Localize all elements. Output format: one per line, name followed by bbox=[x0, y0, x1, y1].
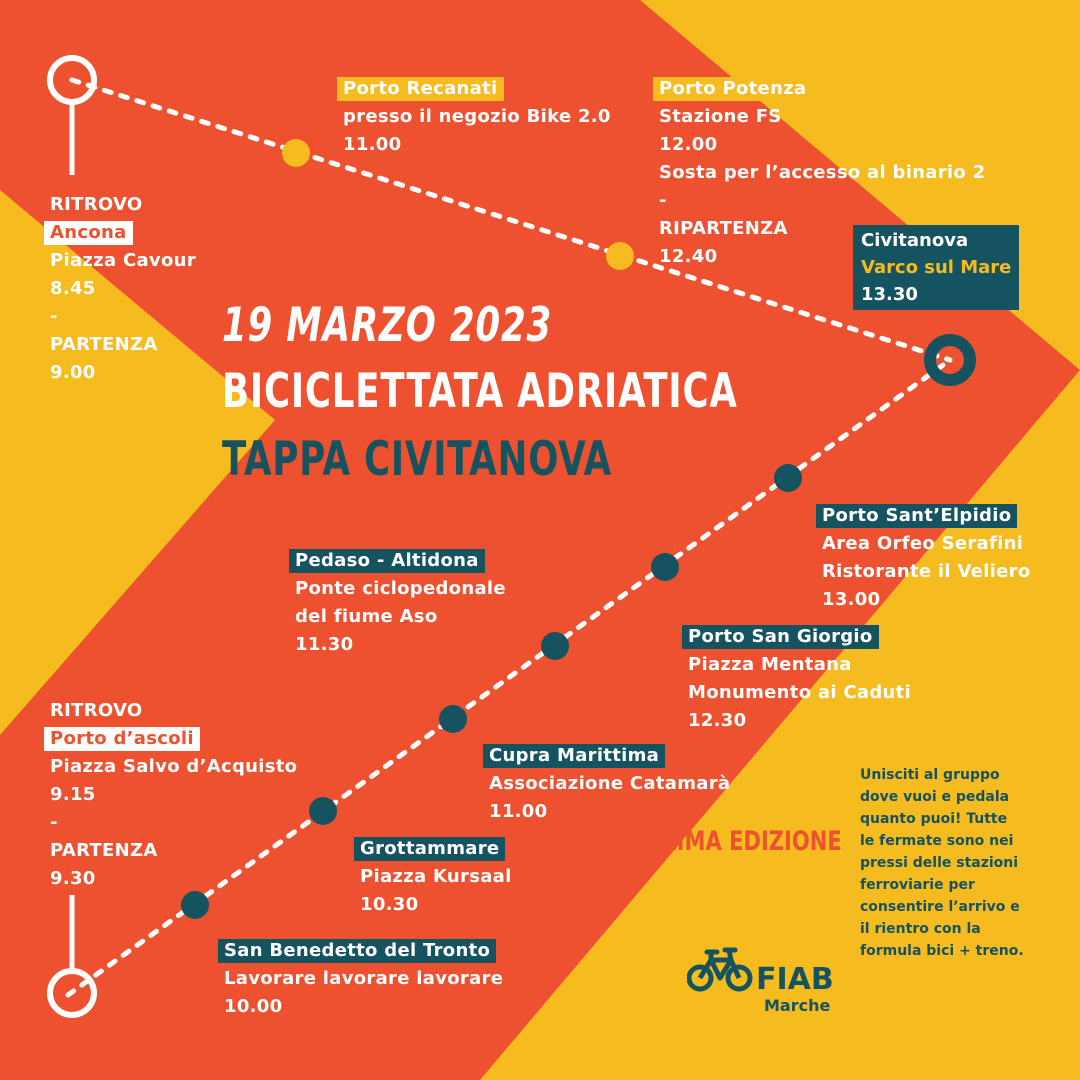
detail-line: 9.00 bbox=[50, 362, 96, 383]
logo-name: FIAB bbox=[756, 962, 834, 997]
stop-place-tag: Grottammare bbox=[354, 837, 505, 861]
start-north-block bbox=[50, 191, 196, 387]
detail-line: Associazione Catamarà bbox=[489, 773, 731, 794]
note-line: quanto puoi! Tutte bbox=[860, 811, 1008, 827]
stop-cupra-marittima bbox=[489, 742, 730, 826]
destination-venue: Varco sul Mare bbox=[861, 257, 1012, 278]
detail-line: Sosta per l’accesso al binario 2 bbox=[659, 162, 986, 183]
stop-place-tag: Cupra Marittima bbox=[483, 744, 665, 768]
edition-label: PRIMA EDIZIONE bbox=[645, 826, 842, 857]
bicycle-icon bbox=[687, 946, 753, 994]
stop-pedaso-altidona bbox=[295, 547, 506, 659]
note-line: il rientro con la bbox=[860, 921, 981, 937]
detail-line: del fiume Aso bbox=[295, 606, 438, 627]
detail-line: 8.45 bbox=[50, 278, 96, 299]
detail-line: 9.30 bbox=[50, 868, 96, 889]
stop-san-benedetto bbox=[224, 937, 503, 1021]
stop-place-tag: Porto San Giorgio bbox=[682, 625, 879, 649]
start-heading: RITROVO bbox=[50, 700, 143, 721]
detail-line: Monumento ai Caduti bbox=[688, 682, 912, 703]
stop-porto-recanati bbox=[343, 75, 611, 159]
dot-icon bbox=[181, 891, 209, 919]
detail-line: 10.00 bbox=[224, 996, 283, 1017]
note-line: formula bici + treno. bbox=[860, 943, 1024, 959]
detail-line: - bbox=[659, 190, 667, 211]
detail-line: 12.40 bbox=[659, 246, 718, 267]
stop-place-tag: Porto Recanati bbox=[337, 77, 504, 101]
detail-line: - bbox=[50, 812, 58, 833]
dot-icon bbox=[774, 464, 802, 492]
stop-place-tag: Porto Sant’Elpidio bbox=[816, 504, 1017, 528]
event-date: 19 MARZO 2023 bbox=[222, 298, 553, 353]
start-place-tag: Porto d’ascoli bbox=[44, 727, 200, 751]
stop-porto-sant-elpidio bbox=[822, 502, 1030, 614]
stop-place-tag: Pedaso - Altidona bbox=[289, 549, 485, 573]
note-line: pressi delle stazioni bbox=[860, 855, 1019, 871]
note-line: ferroviarie per bbox=[860, 877, 975, 893]
start-south-block bbox=[50, 697, 297, 893]
note-line: le fermate sono nei bbox=[860, 833, 1014, 849]
detail-line: Stazione FS bbox=[659, 106, 782, 127]
detail-line: 11.00 bbox=[343, 134, 402, 155]
logo-region: Marche bbox=[764, 996, 831, 1015]
dot-icon bbox=[651, 553, 679, 581]
detail-line: - bbox=[50, 306, 58, 327]
detail-line: Piazza Kursaal bbox=[360, 866, 512, 887]
detail-line: 11.30 bbox=[295, 634, 354, 655]
destination-box bbox=[853, 225, 1019, 310]
note-line: Unisciti al gruppo bbox=[860, 767, 1000, 783]
dot-icon bbox=[282, 139, 310, 167]
detail-line: 11.00 bbox=[489, 801, 548, 822]
detail-line: PARTENZA bbox=[50, 840, 158, 861]
stop-place-tag: San Benedetto del Tronto bbox=[218, 939, 496, 963]
start-heading: RITROVO bbox=[50, 194, 143, 215]
detail-line: Ristorante il Veliero bbox=[822, 561, 1031, 582]
start-place-tag: Ancona bbox=[44, 221, 133, 245]
dot-icon bbox=[606, 242, 634, 270]
detail-line: Piazza Salvo d’Acquisto bbox=[50, 756, 298, 777]
detail-line: 10.30 bbox=[360, 894, 419, 915]
note-line: dove vuoi e pedala bbox=[860, 789, 1010, 805]
stop-porto-san-giorgio bbox=[688, 623, 911, 735]
detail-line: PARTENZA bbox=[50, 334, 158, 355]
detail-line: presso il negozio Bike 2.0 bbox=[343, 106, 611, 127]
detail-line: Piazza Cavour bbox=[50, 250, 196, 271]
detail-line: 13.00 bbox=[822, 589, 881, 610]
detail-line: Piazza Mentana bbox=[688, 654, 852, 675]
detail-line: 12.00 bbox=[659, 134, 718, 155]
note-line: consentire l’arrivo e bbox=[860, 899, 1020, 915]
info-note bbox=[860, 764, 1024, 962]
detail-line: Lavorare lavorare lavorare bbox=[224, 968, 504, 989]
event-subtitle: TAPPA CIVITANOVA bbox=[222, 432, 613, 487]
detail-line: Ponte ciclopedonale bbox=[295, 578, 506, 599]
destination-time: 13.30 bbox=[861, 284, 918, 305]
destination-place: Civitanova bbox=[861, 230, 969, 251]
event-title: BICICLETTATA ADRIATICA bbox=[222, 364, 738, 419]
dot-icon bbox=[309, 797, 337, 825]
detail-line: 12.30 bbox=[688, 710, 747, 731]
stop-grottammare bbox=[360, 835, 512, 919]
dot-icon bbox=[541, 632, 569, 660]
detail-line: RIPARTENZA bbox=[659, 218, 788, 239]
detail-line: 9.15 bbox=[50, 784, 96, 805]
stop-place-tag: Porto Potenza bbox=[653, 77, 812, 101]
dot-icon bbox=[439, 705, 467, 733]
detail-line: Area Orfeo Serafini bbox=[822, 533, 1024, 554]
